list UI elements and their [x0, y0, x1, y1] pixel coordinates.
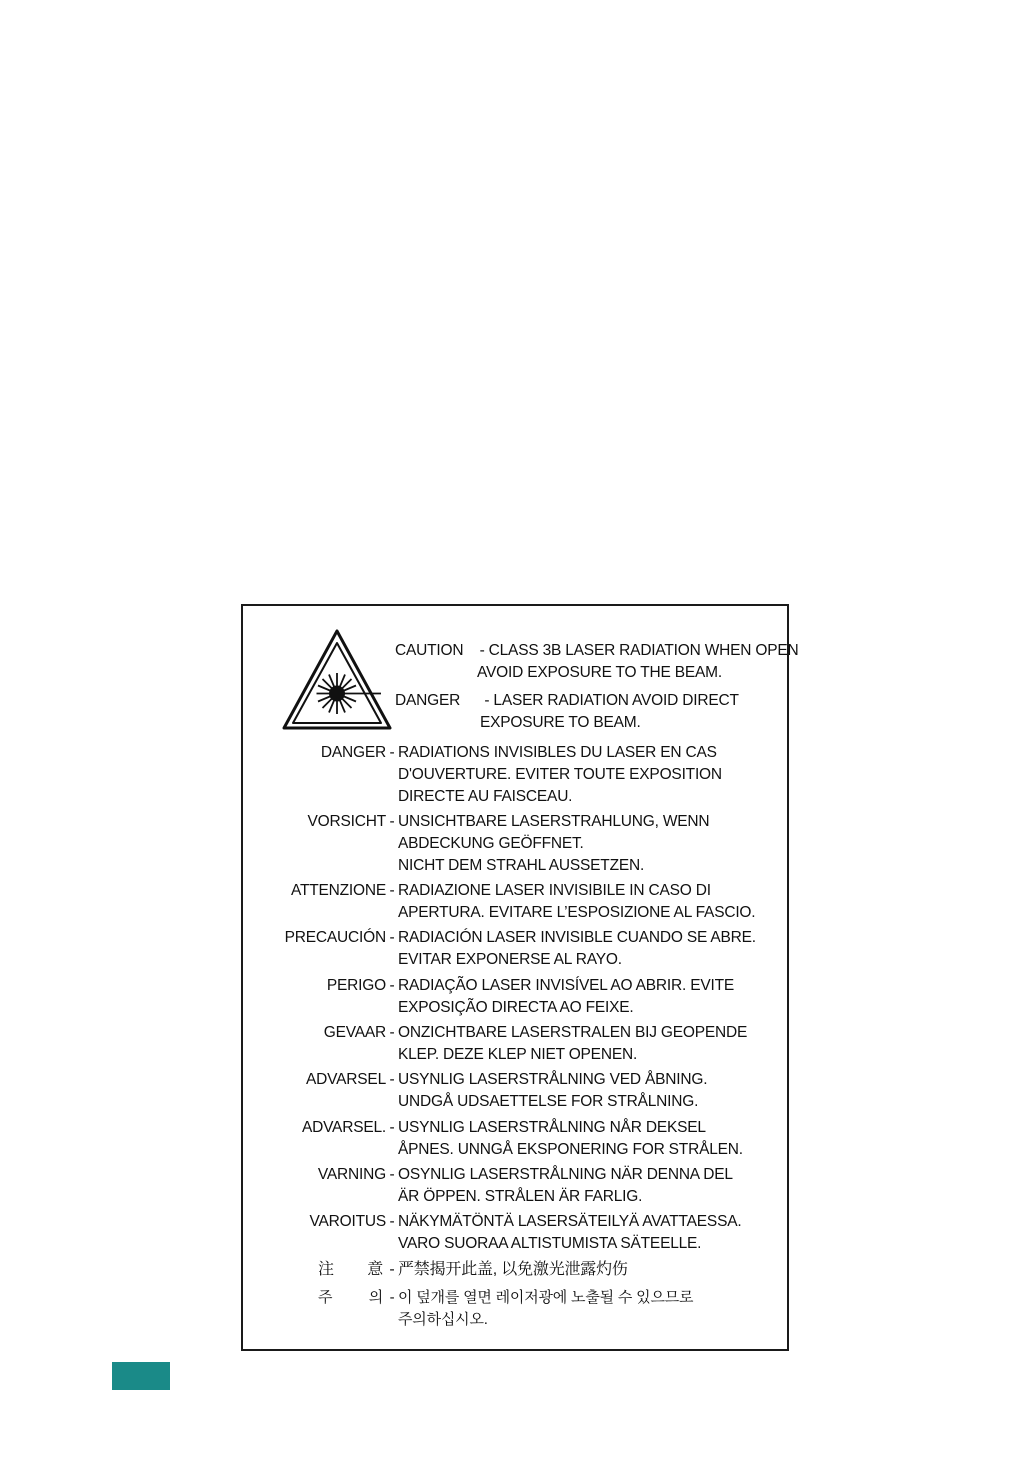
- warning-separator: -: [389, 1024, 395, 1041]
- warning-text: 严禁揭开此盖, 以免激光泄露灼伤: [398, 1261, 628, 1278]
- danger-term: DANGER: [395, 692, 461, 709]
- warning-separator: -: [389, 744, 395, 761]
- warning-separator: -: [389, 1166, 395, 1183]
- warning-term-char: 주: [318, 1289, 333, 1306]
- warning-row-spanish: [243, 927, 787, 971]
- danger-line1: - LASER RADIATION AVOID DIRECT: [484, 692, 739, 709]
- warning-term: PRECAUCIÓN: [284, 929, 386, 946]
- danger-header: [395, 690, 739, 734]
- warning-row-dutch: [243, 1022, 787, 1066]
- warning-text: ONZICHTBARE LASERSTRALEN BIJ GEOPENDE KLEP. DEZE KLEP NIET OPENEN.: [398, 1024, 748, 1063]
- caution-term: CAUTION: [395, 642, 464, 659]
- warning-term: [243, 1287, 386, 1331]
- warning-text: NÄKYMÄTÖNTÄ LASERSÄTEILYÄ AVATTAESSA. VARO SUORAA ALTISTUMISTA SÄTEELLE.: [398, 1213, 742, 1252]
- warning-text: RADIAZIONE LASER INVISIBILE IN CASO DI APERTURA. EVITARE L’ESPOSIZIONE AL FASCIO.: [398, 882, 756, 921]
- warning-term-char: 意: [367, 1261, 383, 1278]
- warning-separator: -: [389, 1261, 395, 1278]
- warning-separator: -: [389, 977, 395, 994]
- warning-term: ATTENZIONE: [290, 882, 386, 899]
- laser-warning-label: [241, 604, 799, 1351]
- warning-term: VORSICHT: [307, 813, 386, 830]
- warning-translations: [243, 742, 787, 1334]
- warning-text: UNSICHTBARE LASERSTRAHLUNG, WENN ABDECKUNG GEÖFFNET. NICHT DEM STRAHL AUSSETZEN.: [398, 813, 710, 874]
- warning-row-portuguese: [243, 975, 787, 1019]
- caution-line2: AVOID EXPOSURE TO THE BEAM.: [477, 664, 722, 681]
- page-tab-marker: [112, 1362, 170, 1390]
- warning-row-italian: [243, 880, 787, 924]
- warning-text: 이 덮개를 열면 레이저광에 노출될 수 있으므로 주의하십시오.: [398, 1289, 694, 1328]
- warning-term-char: 注: [318, 1261, 334, 1278]
- warning-separator: -: [389, 813, 395, 830]
- warning-row-finnish: [243, 1211, 787, 1255]
- warning-term: ADVARSEL.: [301, 1119, 386, 1136]
- caution-line1: - CLASS 3B LASER RADIATION WHEN OPEN: [479, 642, 799, 659]
- warning-term: PERIGO: [326, 977, 386, 994]
- warning-separator: -: [389, 1289, 395, 1306]
- warning-term-char: 의: [368, 1289, 383, 1306]
- warning-term: [243, 1259, 386, 1281]
- warning-row-korean: [243, 1287, 787, 1331]
- warning-text: OSYNLIG LASERSTRÅLNING NÄR DENNA DEL ÄR ÖPPEN. STRÅLEN ÄR FARLIG.: [398, 1166, 733, 1205]
- warning-row-norwegian: [243, 1117, 787, 1161]
- warning-row-swedish: [243, 1164, 787, 1208]
- warning-text: RADIATIONS INVISIBLES DU LASER EN CAS D'OUVERTURE. EVITER TOUTE EXPOSITION DIRECTE AU FAISCEAU.: [398, 744, 722, 805]
- warning-term: VARNING: [317, 1166, 386, 1183]
- warning-text: RADIACIÓN LASER INVISIBLE CUANDO SE ABRE. EVITAR EXPONERSE AL RAYO.: [398, 929, 756, 968]
- warning-text: USYNLIG LASERSTRÅLNING NÅR DEKSEL ÅPNES. UNNGÅ EKSPONERING FOR STRÅLEN.: [398, 1119, 743, 1158]
- warning-separator: -: [389, 1213, 395, 1230]
- laser-radiation-warning-icon: [281, 628, 393, 732]
- warning-separator: -: [389, 882, 395, 899]
- danger-line2: EXPOSURE TO BEAM.: [480, 714, 641, 731]
- warning-term: DANGER: [320, 744, 386, 761]
- warning-text: RADIAÇÃO LASER INVISÍVEL AO ABRIR. EVITE EXPOSIÇÃO DIRECTA AO FEIXE.: [398, 977, 734, 1016]
- warning-row-german: [243, 811, 787, 877]
- warning-term: GEVAAR: [323, 1024, 386, 1041]
- warning-term: ADVARSEL: [306, 1071, 386, 1088]
- warning-row-french: [243, 742, 787, 808]
- warning-text: USYNLIG LASERSTRÅLNING VED ÅBNING. UNDGÅ UDSAETTELSE FOR STRÅLNING.: [398, 1071, 708, 1110]
- caution-header: [395, 640, 799, 684]
- warning-term: VAROITUS: [309, 1213, 386, 1230]
- warning-row-danish: [243, 1069, 787, 1113]
- warning-row-chinese: [243, 1259, 787, 1281]
- warning-separator: -: [389, 1119, 395, 1136]
- warning-separator: -: [389, 929, 395, 946]
- warning-separator: -: [389, 1071, 395, 1088]
